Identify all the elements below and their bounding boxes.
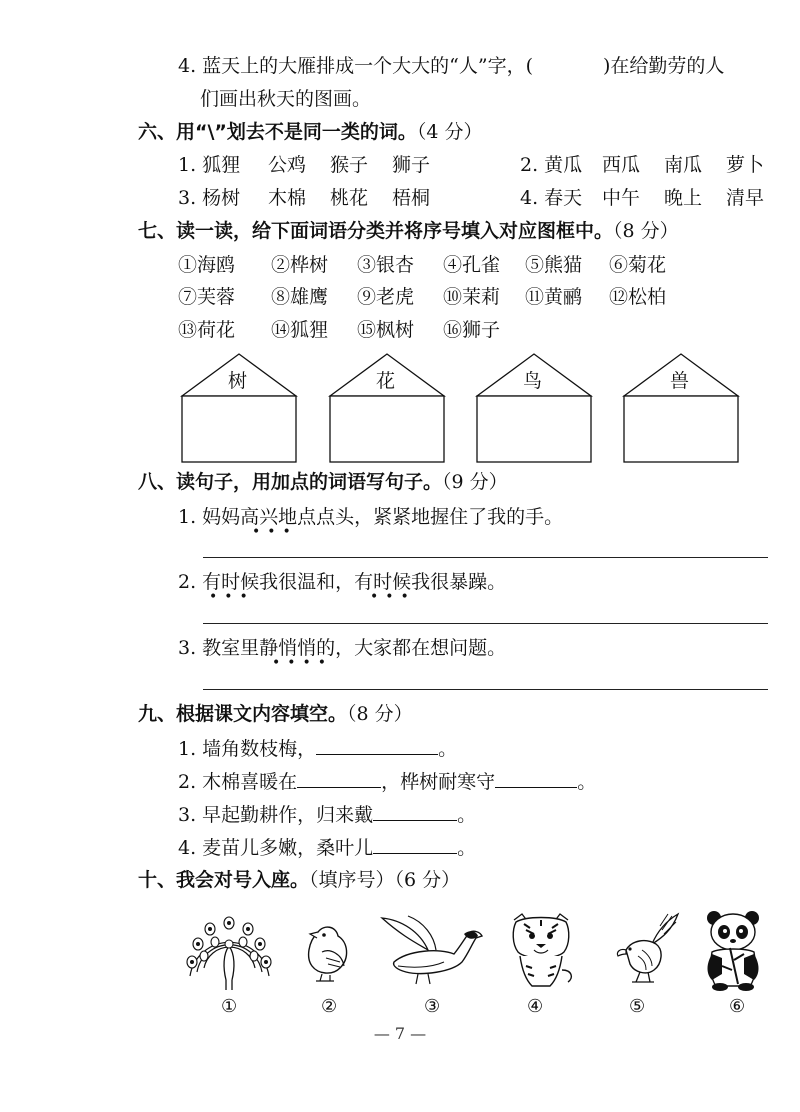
word-item: ⑦芙蓉	[178, 286, 236, 308]
word-item: ⑮枫树	[357, 319, 415, 341]
tiger-icon	[506, 910, 576, 994]
panda-icon	[700, 908, 766, 996]
fill-blank[interactable]	[373, 802, 457, 821]
word-item: ⑩茉莉	[443, 286, 501, 308]
word[interactable]: 清早	[726, 187, 765, 209]
word[interactable]: 3. 杨树	[178, 187, 241, 209]
house-label: 花	[376, 370, 396, 392]
q5-item4-line2: 们画出秋天的图画。	[200, 88, 372, 110]
emphasis-dots: •••	[252, 524, 298, 540]
fill-blank[interactable]	[373, 835, 457, 854]
house-box-beast[interactable]	[620, 350, 742, 466]
word[interactable]: 萝卜	[726, 154, 765, 176]
house-label: 树	[228, 370, 248, 392]
word-item: ⑨老虎	[357, 286, 415, 308]
word[interactable]: 狮子	[392, 154, 431, 176]
q8-sentence-2: 2. 有时候我很温和，有时候我很暴躁。	[178, 571, 507, 593]
q7-title: 七、读一读，给下面词语分类并将序号填入对应图框中。（8 分）	[138, 220, 679, 242]
answer-line[interactable]	[203, 557, 768, 558]
word-item: ②桦树	[271, 254, 329, 276]
word[interactable]: 西瓜	[602, 154, 641, 176]
word[interactable]: 桃花	[330, 187, 369, 209]
word[interactable]: 2. 黄瓜	[520, 154, 583, 176]
peacock-icon	[182, 906, 277, 998]
bird-icon	[300, 918, 355, 988]
word-item: ⑫松柏	[609, 286, 667, 308]
q8-title: 八、读句子，用加点的词语写句子。（9 分）	[138, 471, 508, 493]
house-label: 鸟	[523, 370, 543, 392]
q9-item-3: 3. 早起勤耕作，归来戴 。	[178, 804, 477, 826]
emphasis-dots: ••••	[272, 655, 334, 671]
word-item: ⑤熊猫	[525, 254, 583, 276]
fill-blank[interactable]	[297, 769, 381, 788]
fill-blank[interactable]	[316, 736, 438, 755]
word[interactable]: 中午	[602, 187, 641, 209]
answer-line[interactable]	[203, 689, 768, 690]
q7-row-2	[178, 285, 689, 309]
picture-number: ③	[424, 996, 441, 1017]
word[interactable]: 猴子	[330, 154, 369, 176]
emphasis-dots: •••	[370, 589, 416, 605]
word-item: ⑥菊花	[609, 254, 667, 276]
house-box-bird[interactable]	[473, 350, 595, 466]
q10-title: 十、我会对号入座。（填序号）（6 分）	[138, 869, 461, 891]
answer-line[interactable]	[203, 623, 768, 624]
word[interactable]: 梧桐	[392, 187, 431, 209]
house-box-flower[interactable]	[326, 350, 448, 466]
word[interactable]: 木棉	[268, 187, 307, 209]
word[interactable]: 4. 春天	[520, 187, 583, 209]
q8-sentence-1: 1. 妈妈高兴地点点头，紧紧地握住了我的手。	[178, 506, 564, 528]
fill-blank[interactable]	[495, 769, 577, 788]
word[interactable]: 晚上	[664, 187, 703, 209]
word-item: ⑪黄鹂	[525, 286, 583, 308]
page-number: — 7 —	[373, 1024, 427, 1043]
word-item: ⑭狐狸	[271, 319, 329, 341]
eagle-icon	[612, 910, 682, 994]
q6-title: 六、用“\”划去不是同一类的词。（4 分）	[138, 121, 483, 143]
house-box-tree[interactable]	[178, 350, 300, 466]
q8-sentence-3: 3. 教室里静悄悄的，大家都在想问题。	[178, 637, 507, 659]
word-item: ①海鸥	[178, 254, 236, 276]
picture-number: ②	[321, 996, 338, 1017]
q9-item-2: 2. 木棉喜暖在 ，桦树耐寒守 。	[178, 771, 597, 793]
word-item: ④孔雀	[443, 254, 501, 276]
q6-row-1	[178, 153, 786, 177]
q6-row-2	[178, 186, 786, 210]
house-label: 兽	[670, 370, 690, 392]
picture-number: ④	[527, 996, 544, 1017]
word[interactable]: 南瓜	[664, 154, 703, 176]
q7-row-3	[178, 318, 525, 342]
picture-number: ⑥	[729, 996, 746, 1017]
emphasis-dots: •••	[209, 589, 255, 605]
word-item: ⑧雄鹰	[271, 286, 329, 308]
picture-number: ⑤	[629, 996, 646, 1017]
q9-title: 九、根据课文内容填空。（8 分）	[138, 703, 413, 725]
word-item: ⑬荷花	[178, 319, 236, 341]
q5-item4-line1: 4. 蓝天上的大雁排成一个大大的“人”字，( )在给勤劳的人	[178, 55, 725, 77]
word[interactable]: 公鸡	[268, 154, 307, 176]
picture-number: ①	[221, 996, 238, 1017]
word-item: ③银杏	[357, 254, 415, 276]
word[interactable]: 1. 狐狸	[178, 154, 241, 176]
word-item: ⑯狮子	[443, 319, 501, 341]
q7-row-1	[178, 253, 689, 277]
goose-icon	[378, 910, 488, 994]
q9-item-4: 4. 麦苗儿多嫩，桑叶儿 。	[178, 837, 477, 859]
q9-item-1: 1. 墙角数枝梅， 。	[178, 738, 458, 760]
